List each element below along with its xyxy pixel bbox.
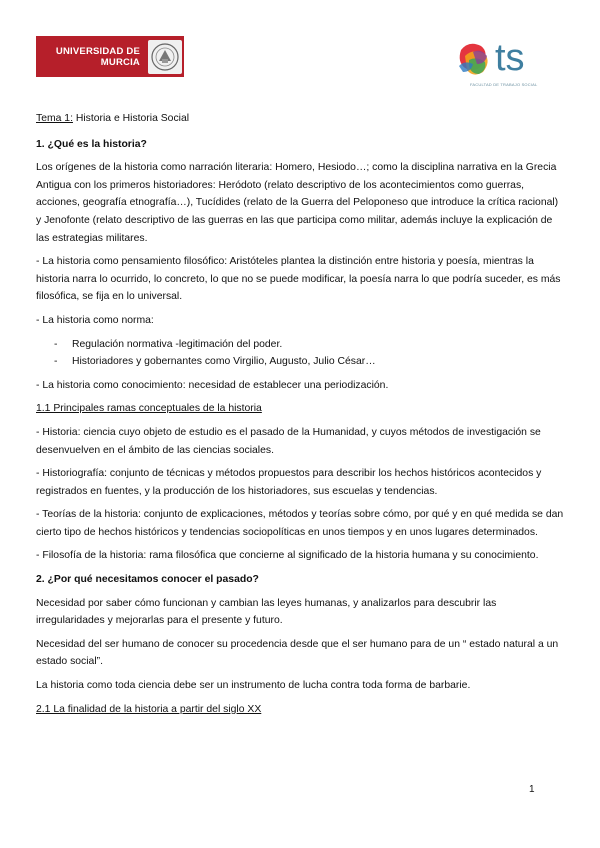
norm-list (36, 336, 566, 371)
topic-label: Tema 1: (36, 113, 73, 124)
paragraph: - Historiografía: conjunto de técnicas y métodos propuestos para describir los hechos históricos acontecidos y registrados en fuentes, y la producción de los historiadores, sus escuelas y tendencias. (36, 468, 542, 497)
page-number: 1 (529, 784, 535, 795)
paragraph: - Teorías de la historia: conjunto de explicaciones, métodos y teorías sobre cómo, por qué y en qué medida se dan cierto tipo de hechos históricos y tendencias sociopolíticas en unos tiempos y en unos lugares determinados. (36, 509, 564, 538)
paragraph: Necesidad del ser humano de conocer su procedencia desde que el ser humano para de un “ estado natural a un estado social”. (36, 638, 559, 668)
list-item: - Regulación normativa -legitimación del poder. (54, 338, 283, 350)
paragraph: - Historia: ciencia cuyo objeto de estudio es el pasado de la Humanidad, y cuyos métodos de investigación se desenvuelven en el ámbito de las ciencias sociales. (36, 426, 541, 456)
section-2-heading: 2. ¿Por qué necesitamos conocer el pasado? (36, 574, 259, 586)
document-body (36, 110, 566, 724)
section-1-1-heading: 1.1 Principales ramas conceptuales de la historia (36, 403, 262, 415)
paragraph: - La historia como pensamiento filosófico: Aristóteles plantea la distinción entre historia y poesía, mientras la historia narra lo ocurrido, lo concreto, lo que no se puede modificar, la poesía narra lo que podría suceder, es más filosófica, se fija en lo universal. (36, 256, 561, 303)
paragraph: - Filosofía de la historia: rama filosófica que concierne al significado de la historia humana y su conocimiento. (36, 550, 539, 562)
faculty-logo-caption: FACULTAD DE TRABAJO SOCIAL (470, 82, 538, 87)
section-2-1-heading: 2.1 La finalidad de la historia a partir del siglo XX (36, 703, 262, 715)
paragraph: La historia como toda ciencia debe ser un instrumento de lucha contra toda forma de barbarie. (36, 680, 471, 692)
paragraph: - La historia como norma: (36, 314, 154, 326)
university-seal-icon (148, 40, 182, 74)
faculty-logo-letters: ts (495, 37, 525, 79)
university-logo-text: UNIVERSIDAD DE MURCIA (55, 45, 140, 68)
paragraph: Necesidad por saber cómo funcionan y cambian las leyes humanas, y analizarlos para descubrir las irregularidades y mejorarlas para el presente y futuro. (36, 597, 497, 627)
topic-title (36, 110, 566, 128)
topic-title-text: Historia e Historia Social (72, 113, 190, 124)
section-1-heading: 1. ¿Qué es la historia? (36, 138, 147, 150)
university-logo (36, 36, 184, 77)
faculty-logo (455, 38, 565, 90)
list-item: - Historiadores y gobernantes como Virgilio, Augusto, Julio César… (54, 356, 376, 368)
paragraph: - La historia como conocimiento: necesidad de establecer una periodización. (36, 379, 389, 391)
paragraph: Los orígenes de la historia como narración literaria: Homero, Hesiodo…; como la disciplina narrativa en la Grecia Antigua con los primeros historiadores: Heródoto (relato descriptivo de los acontecimientos como guerras, acciones, geografía etnografía…), Tucídides (relato de la Guerra del Peloponeso que introduce la crítica racional) y Jenofonte (relato descriptivo de las guerras en las que participa como militar, además incluye la explicación de las estrategias militares. (36, 162, 559, 244)
